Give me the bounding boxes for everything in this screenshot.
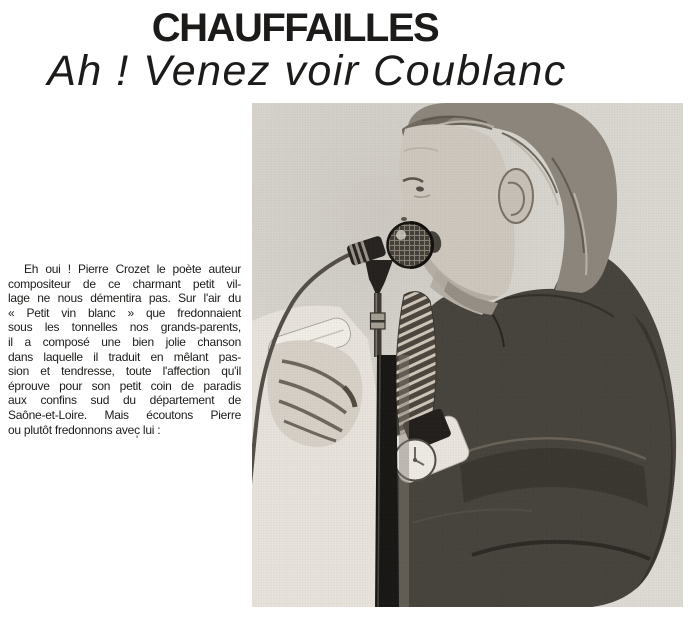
article-photo <box>252 103 683 607</box>
body-line: aux confins sud du département de <box>8 393 241 408</box>
body-line: lage ne nous démentira pas. Sur l'air du <box>8 291 241 306</box>
body-line: ou plutôt fredonnons avec lui : <box>8 422 161 437</box>
article-body <box>8 262 241 437</box>
subtitle: Ah ! Venez voir Coublanc <box>47 47 567 95</box>
body-line: il a composé une bien jolie chanson <box>8 334 241 349</box>
body-line: sion et tendresse, toute l'affection qu'il <box>8 364 241 379</box>
body-line: éprouve pour son petit coin de paradis <box>8 378 241 393</box>
body-line: « Petit vin blanc » que fredonnaient <box>8 305 241 320</box>
body-line: compositeur de ce charmant petit vil- <box>8 276 241 291</box>
stray-mark: ' <box>136 434 139 446</box>
headline: CHAUFFAILLES <box>151 6 439 50</box>
halftone-overlay-light <box>252 103 683 607</box>
body-line: dans laquelle il traduit en mêlant pas- <box>8 349 241 364</box>
body-line: Eh oui ! Pierre Crozet le poète auteur <box>24 262 241 276</box>
body-line: Saône-et-Loire. Mais écoutons Pierre <box>8 407 241 422</box>
body-line: sous les tonnelles nos grands-parents, <box>8 320 241 335</box>
photo-illustration <box>252 103 683 607</box>
